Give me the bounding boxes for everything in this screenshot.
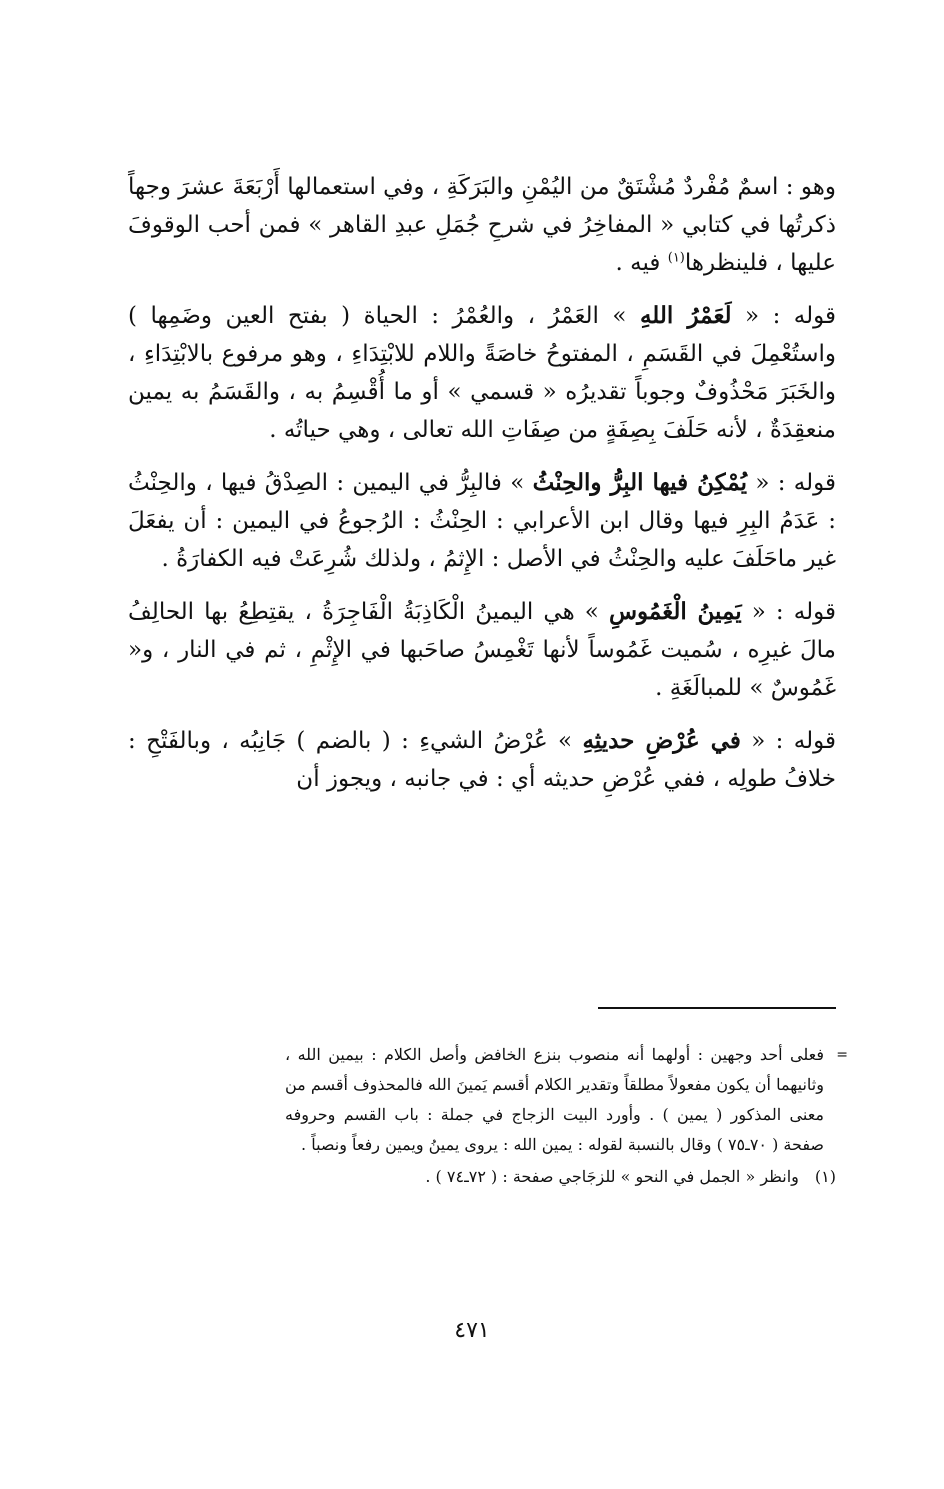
footnotes-section — [285, 1040, 848, 1192]
page-number: ٤٧١ — [454, 1318, 490, 1343]
quoted-keyword: في عُرْضِ حديثِهِ — [582, 727, 741, 754]
paragraph-yamin-ghamus — [128, 593, 836, 707]
footnote-reference: (١) — [667, 250, 685, 266]
footnote-separator-line — [598, 1007, 836, 1009]
paragraph-text: » هي اليمينُ الْكَاذِبَةُ الْفَاجِرَةُ ، يقتِطِعُ بها الحالِفُ مالَ غيرِه ، سُميت غَمُوساً لأنها تَغْمِسُ صاحَبها في الإِثْمِ ، ثم في النار ، و« غَمُوسٌ » للمبالَغَةِ . — [128, 599, 836, 701]
paragraph-yamin-definition — [128, 168, 836, 282]
footnote-continuation — [285, 1040, 848, 1160]
quoted-keyword: يَمِينُ الْغَمُوسِ — [608, 598, 742, 625]
quoted-keyword: يُمْكِنُ فيها البِرُّ والحِنْثُ — [532, 469, 748, 496]
footnote-1 — [285, 1162, 836, 1192]
paragraph-text: قوله : « — [731, 303, 836, 329]
footnote-text: فعلى أحد وجهين : أولهما أنه منصوب بنزع الخافض وأصل الكلام : بيمين الله ، وثانيهما أن يكون مفعولاً مطلقاً وتقدير الكلام أقسم يَمينَ الله فالمحذوف أقسم من معنى المذكور ( يمين ) . وأورد البيت الزجاج في جملة : باب القسم وحروفه صفحة ( ٧٠ـ٧٥ ) وقال بالنسبة لقوله : يمين الله : يروى يمينُ ويمين رفعاً ونصباً . — [285, 1045, 824, 1154]
paragraph-text: قوله : « — [741, 599, 836, 625]
paragraph-text: » عُرْضُ الشيءِ : ( بالضم ) جَانِبُه ، وبالفَتْحِ : خلافُ طولِه ، ففي عُرْضِ حديثه أي : في جانبه ، ويجوز أن — [128, 728, 836, 792]
continuation-mark: = — [836, 1047, 848, 1063]
footnote-number: (١) — [814, 1167, 836, 1186]
paragraph-text: » فالبِرُّ في اليمين : الصِدْقُ فيها ، والحِنْثُ : عَدَمُ البِرِ فيها وقال ابن الأعرابي : الحِنْثُ : الرُجوعُ في اليمين : أن يفعَلَ غير ماحَلَفَ عليه والحِنْثُ في الأصل : الإِثمُ ، ولذلك شُرِعَتْ فيه الكفارَةُ . — [128, 470, 836, 572]
paragraph-text: » العَمْرُ ، والعُمْرُ : الحياة ( بفتح العين وضَمِها ) واستُعْمِلَ في القَسَمِ ، المفتوحُ خاصَةً واللام للابْتِدَاءِ ، وهو مرفوع بالابْتِدَاءِ ، والخَبَرَ مَحْذُوفٌ وجوباً تقديرُه « قسمي » أو ما أُقْسِمُ به ، والقَسَمُ به يمين منعقِدَةٌ ، لأنه حَلَفَ بِصِفَةٍ من صِفَاتِ الله تعالى ، وهي حياتُه . — [128, 303, 836, 443]
paragraph-birr-hinth — [128, 464, 836, 578]
footnote-text: وانظر « الجمل في النحو » للزجَاجي صفحة : ( ٧٢ـ٧٤ ) . — [425, 1167, 799, 1186]
paragraph-text: وهو : اسمٌ مُفْردٌ مُشْتَقٌ من اليُمْنِ والبَرَكَةِ ، وفي استعمالها أَرْبَعَةَ عشرَ وجهاً ذكرتُها في كتابي « المفاخِرُ في شرحِ جُمَلِ عبدِ القاهر » فمن أحب الوقوفَ عليها ، فلينظرها — [128, 174, 836, 276]
paragraph-text: فيه . — [615, 250, 668, 276]
paragraph-urd-hadith — [128, 722, 836, 798]
main-text — [128, 168, 836, 813]
paragraph-laamru-allah — [128, 297, 836, 449]
quoted-keyword: لَعَمْرُ اللهِ — [639, 302, 732, 329]
paragraph-text: قوله : « — [747, 470, 836, 496]
paragraph-text: قوله : « — [740, 728, 836, 754]
